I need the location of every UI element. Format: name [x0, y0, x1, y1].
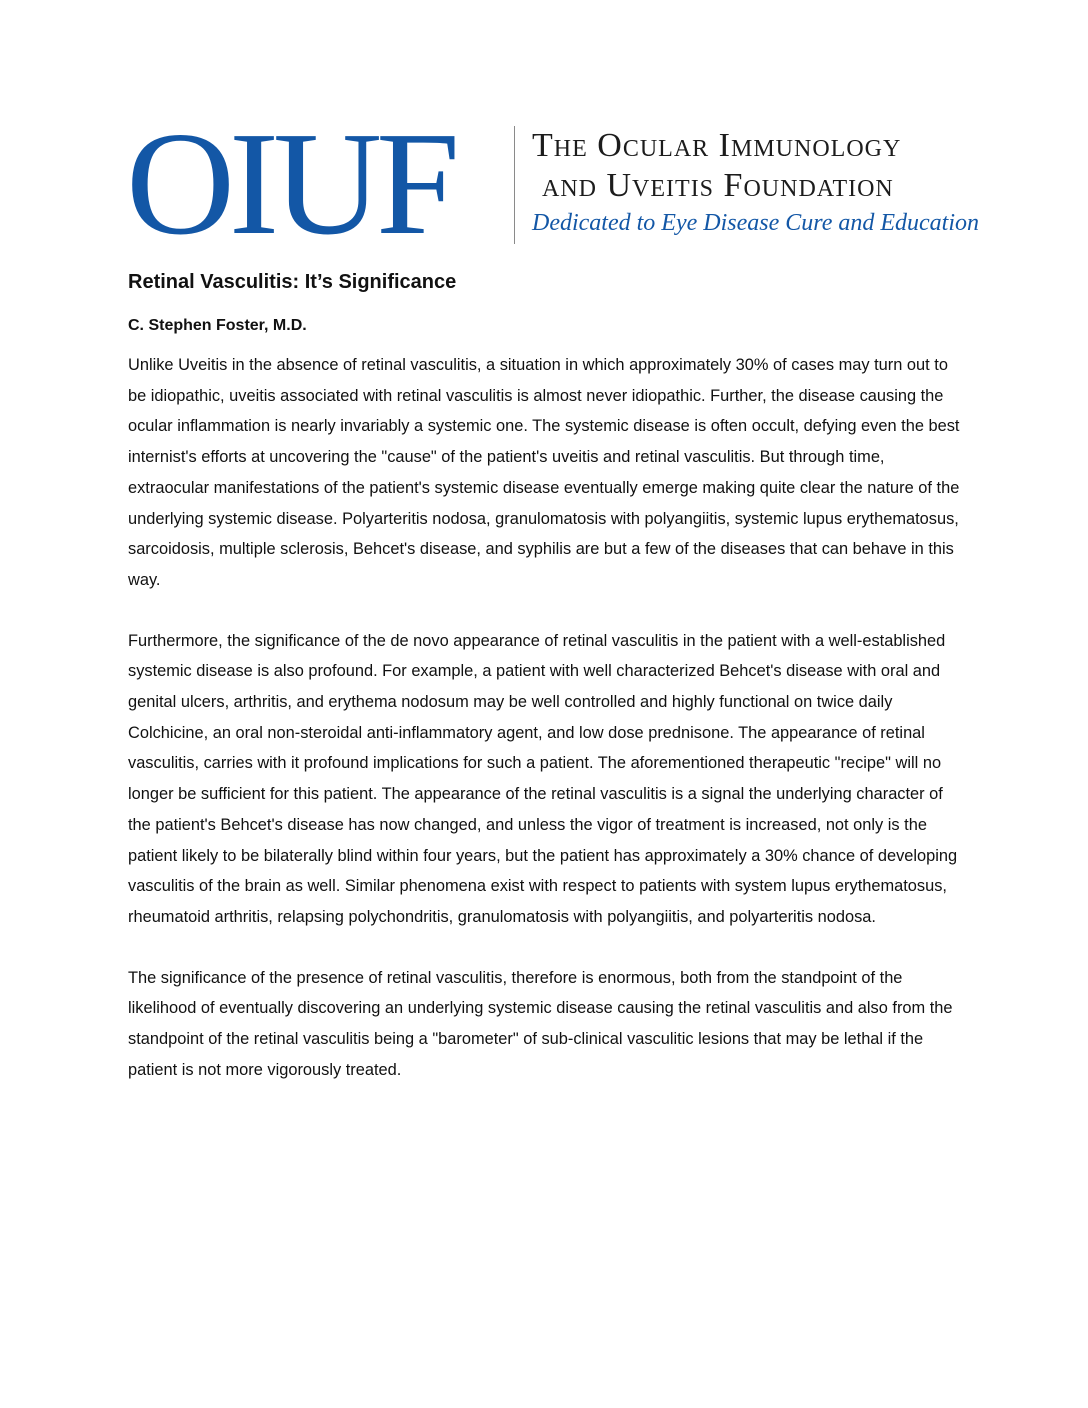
paragraph-1: Unlike Uveitis in the absence of retinal vasculitis, a situation in which approximately 30% of cases may turn out to be idiopathic, uveitis associated with retinal vasculitis is almost never idiopathic. Further, the disease causing the ocular inflammation is nearly invariably a systemic one. The systemic disease is often occult, defying even the best internist's efforts at uncovering the "cause" of the patient's uveitis and retinal vasculitis. But through time, extraocular manifestations of the patient's systemic disease eventually emerge making quite clear the nature of the underlying systemic disease. Polyarteritis nodosa, granulomatosis with polyangiitis, systemic lupus erythematosus, sarcoidosis, multiple sclerosis, Behcet's disease, and syphilis are but a few of the diseases that can behave in this way. [128, 356, 960, 589]
organization-name-line1: The Ocular Immunology [532, 127, 902, 164]
article-body [128, 350, 968, 1115]
logo-tagline: Dedicated to Eye Disease Cure and Education [532, 210, 979, 236]
oiuf-logo [126, 102, 979, 266]
paragraph-3: The significance of the presence of retinal vasculitis, therefore is enormous, both from the standpoint of the likelihood of eventually discovering an underlying systemic disease causing the retinal vasculitis and also from the standpoint of the retinal vasculitis being a "barometer" of sub-clinical vasculitic lesions that may be lethal if the patient is not more vigorously treated. [128, 968, 953, 1079]
organization-name [532, 126, 901, 206]
paragraph-2: Furthermore, the significance of the de novo appearance of retinal vasculitis in the patient with a well-established systemic disease is also profound. For example, a patient with well characterized Behcet's disease with oral and genital ulcers, arthritis, and erythema nodosum may be well controlled and highly functional on twice daily Colchicine, an oral non-steroidal anti-inflammatory agent, and low dose prednisone. The appearance of retinal vasculitis, carries with it profound implications for such a patient. The aforementioned therapeutic "recipe" will no longer be sufficient for this patient. The appearance of the retinal vasculitis is a signal the underlying character of the patient's Behcet's disease has now changed, and unless the vigor of treatment is increased, not only is the patient likely to be bilaterally blind within four years, but the patient has approximately a 30% chance of developing vasculitis of the brain as well. Similar phenomena exist with respect to patients with system lupus erythematosus, rheumatoid arthritis, relapsing polychondritis, granulomatosis with polyangiitis, and polyarteritis nodosa. [128, 631, 958, 926]
logo-mark: OIUF [126, 102, 454, 266]
article-title: Retinal Vasculitis: It’s Significance [128, 271, 457, 293]
article-author: C. Stephen Foster, M.D. [128, 317, 307, 334]
organization-name-line2: and Uveitis Foundation [542, 167, 894, 204]
logo-divider [514, 126, 515, 244]
